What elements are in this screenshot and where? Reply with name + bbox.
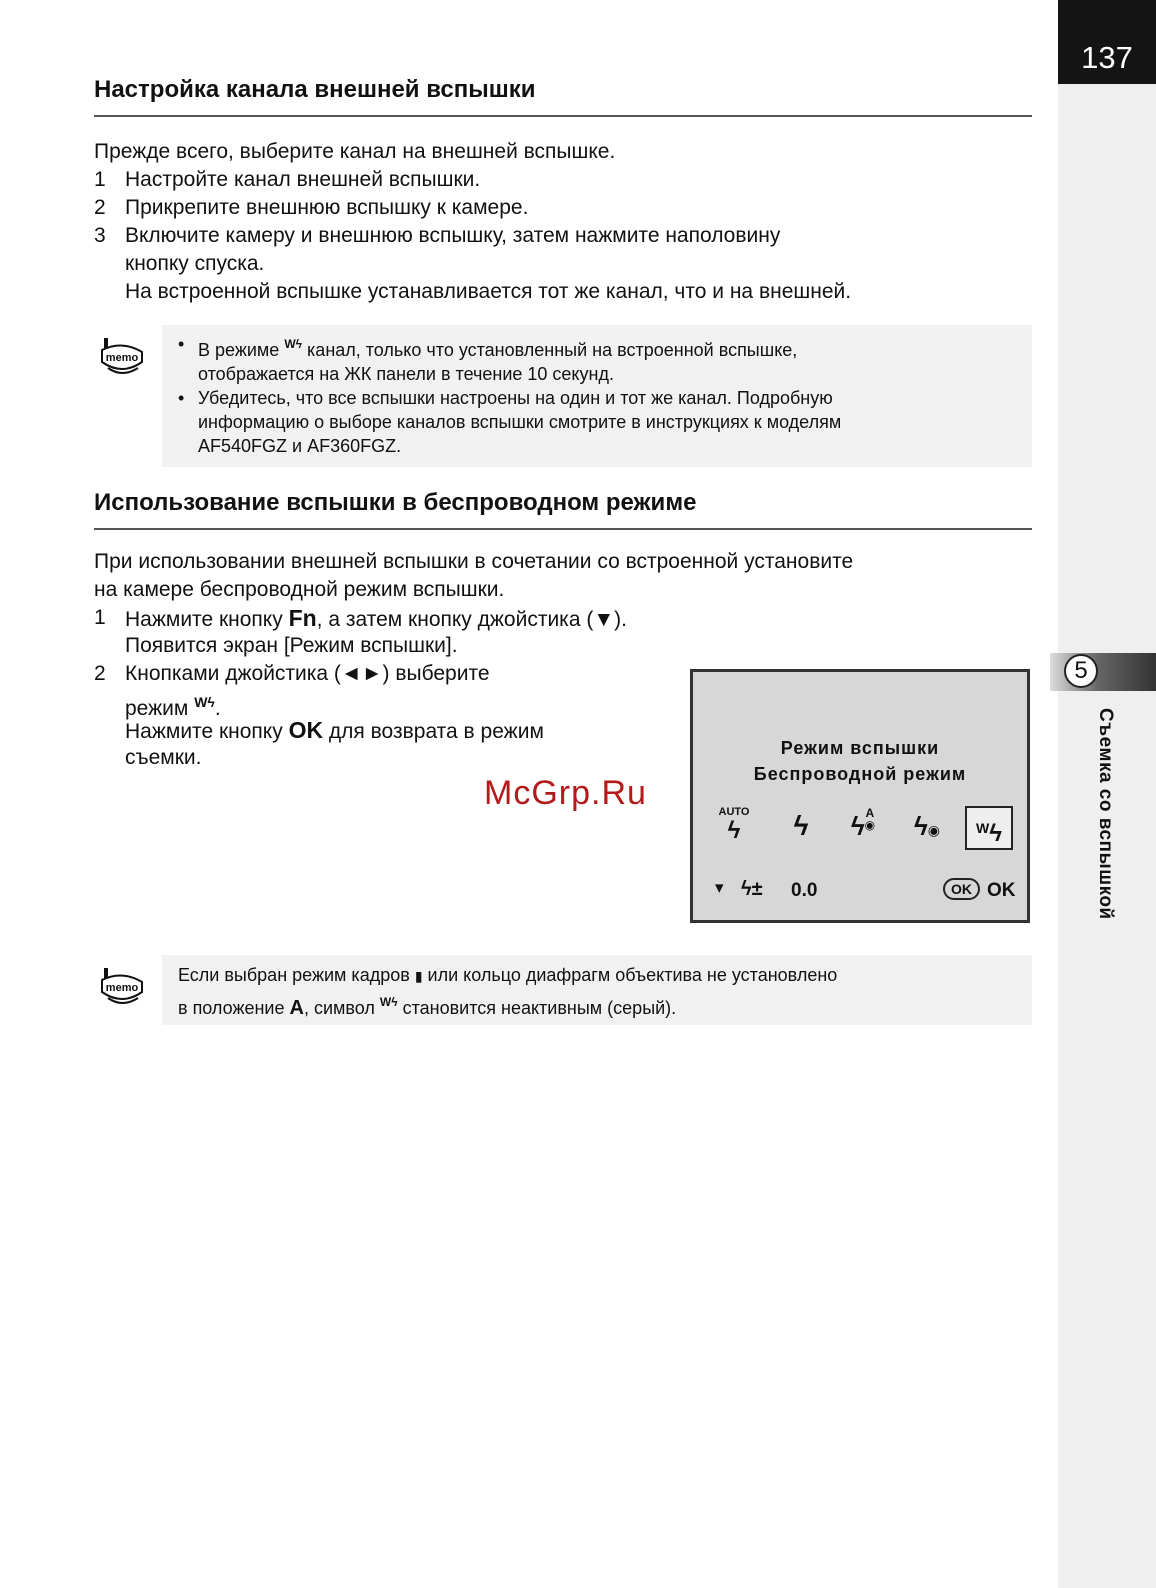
step-text: режим [125,697,189,720]
wireless-symbol: W [194,694,208,710]
step-text: Нажмите кнопку [125,608,283,631]
section2-rule [94,528,1032,530]
memo-text [178,962,1028,1021]
step-number: 1 [94,606,106,629]
section2-intro: При использовании внешней вспышки в сочетании со встроенной установите [94,550,854,573]
memo-text: AF540FGZ и AF360FGZ. [198,436,402,456]
step-number: 1 [94,168,106,191]
step-text: Нажмите кнопку [125,720,283,743]
flash-icon-label: AUTO [718,806,750,818]
memo-text: информацию о выборе каналов вспышки смотрите в инструкциях к моделям [198,412,842,432]
step-text [125,604,627,634]
camera-lcd-screen [690,669,1030,923]
wireless-symbol: W [284,337,296,351]
step-text: Включите камеру и внешнюю вспышку, затем нажмите наполовину [125,224,781,247]
flash-on-icon[interactable]: ϟ [793,810,809,841]
aperture-a-label: A [289,997,304,1019]
step-text: для возврата в режим [328,720,544,743]
ok-label: OK [987,880,1016,901]
watermark: McGrp.Ru [484,774,647,812]
section2-heading: Использование вспышки в беспроводном режиме [94,489,697,516]
memo-text: Если выбран режим кадров [178,965,410,985]
page-number [1058,0,1156,84]
section2-intro: на камере беспроводной режим вспышки. [94,578,505,601]
memo-icon [98,336,144,380]
ok-button[interactable]: OK [943,878,980,900]
memo-bullet [176,386,1026,458]
svg-text:memo: memo [105,982,139,994]
flash-auto-redeye-icon[interactable]: ϟA ◉ [850,806,876,841]
memo-list [176,332,1026,458]
chapter-number: 5 [1064,654,1098,688]
wireless-symbol: W [379,995,392,1009]
step-text-result: Появится экран [Режим вспышки]. [125,634,458,657]
lcd-title: Режим вспышки [780,738,940,758]
memo-text: в положение [178,998,285,1018]
step-number: 3 [94,224,106,247]
step-text-result: На встроенной вспышке устанавливается тот же канал, что и на внешней. [125,280,852,303]
flash-wireless-icon[interactable]: $^W$ϟ [965,806,1013,850]
step-number: 2 [94,662,106,685]
memo-text: становится неактивным (серый). [402,998,677,1018]
wireless-flash-icon: Wϟ [194,694,215,710]
wireless-flash-icon: Wϟ [379,995,398,1009]
flash-on-redeye-icon[interactable]: ϟ◉ [914,811,940,841]
chapter-title: Съемка со вспышкой [1095,708,1116,920]
step-text: , а затем кнопку джойстика (▼). [316,608,627,631]
wireless-flash-icon: Wϟ [284,337,303,351]
dial-icon: ▾ [715,878,724,897]
step-text: Настройте канал внешней вспышки. [125,168,481,191]
flash-icon-label: W [976,820,990,836]
memo-bullet [176,332,1026,386]
memo-icon [98,966,144,1010]
step-text-continued: кнопку спуска. [125,252,265,275]
step-text-result: съемки. [125,746,202,769]
step-text: . [214,697,221,720]
page-number-text: 137 [1081,40,1133,75]
step-number: 2 [94,196,106,219]
lcd-subtitle: Беспроводной режим [753,764,967,784]
lcd-status-bar [711,878,1016,908]
section1-intro: Прежде всего, выберите канал на внешней вспышке. [94,140,616,163]
section1-heading: Настройка канала внешней вспышки [94,76,536,103]
ok-key-label: OK [288,717,324,743]
flash-compensation-icon: ϟ± [741,878,763,900]
memo-text: Убедитесь, что все вспышки настроены на один и тот же канал. Подробную [198,388,833,408]
step-text-result [125,716,544,746]
flash-mode-icons [711,806,1011,850]
compensation-value: 0.0 [791,880,818,901]
fn-key-label: Fn [288,605,317,631]
step-text: Прикрепите внешнюю вспышку к камере. [125,196,529,219]
section1-rule [94,115,1032,117]
memo-text: канал, только что установленный на встроенной вспышке, [307,340,798,360]
memo-text: или кольцо диафрагм объектива не установлено [427,965,838,985]
step-text: Кнопками джойстика (◄►) выберите [125,662,490,685]
flash-icon-label: A [865,806,875,820]
drive-mode-icon: ▮ [414,968,423,984]
flash-auto-icon[interactable]: AUTO ϟ [711,806,757,850]
memo-text: отображается на ЖК панели в течение 10 секунд. [198,364,614,384]
memo-text: , символ [303,998,375,1018]
memo-text: В режиме [198,340,280,360]
svg-text:memo: memo [105,352,139,364]
